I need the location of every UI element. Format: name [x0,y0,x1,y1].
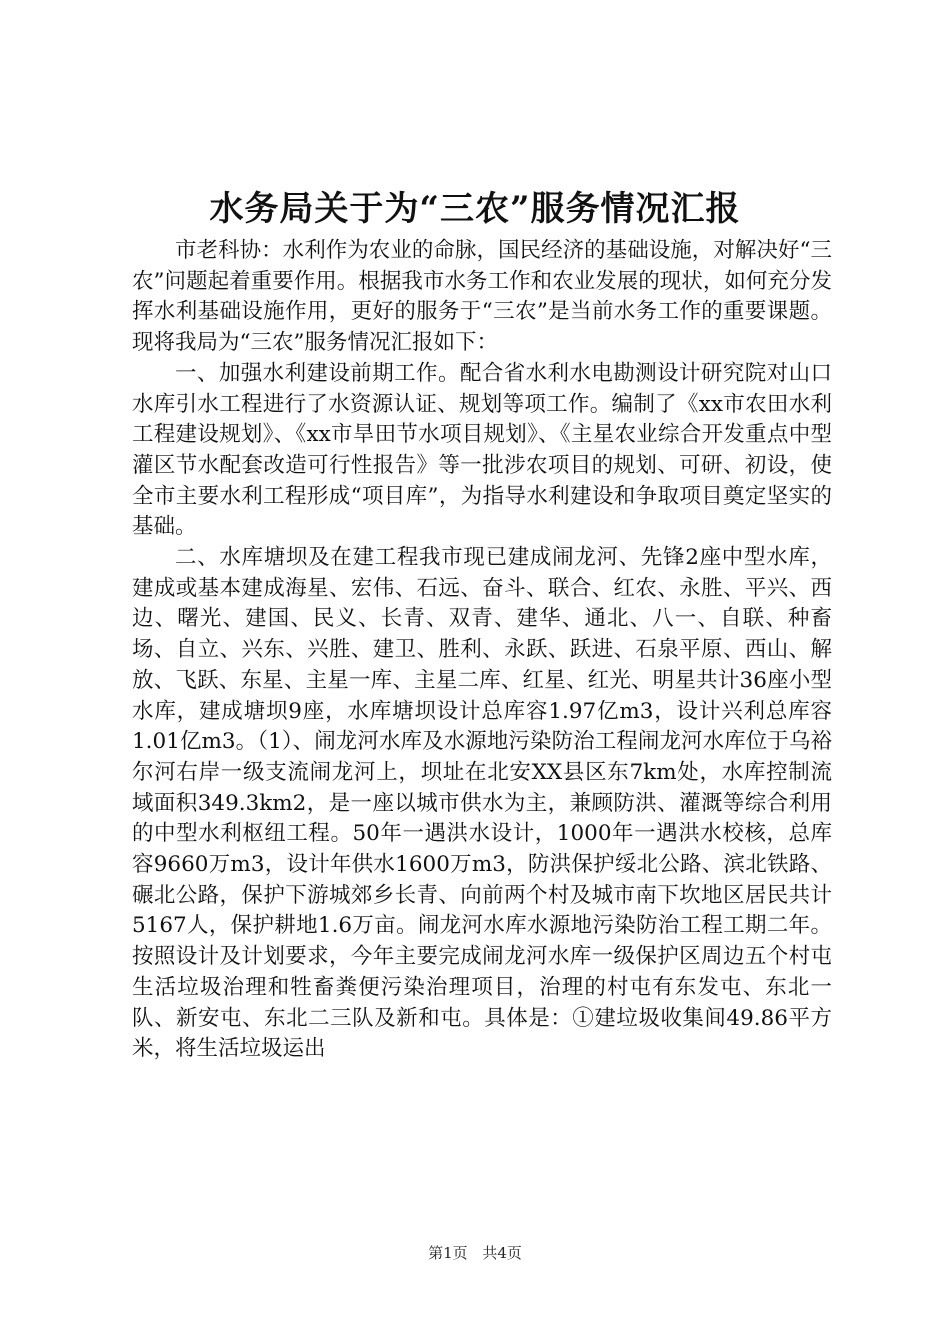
document-body [132,236,832,1065]
page-footer [0,1243,950,1263]
paragraph-section-two: 二、水库塘坝及在建工程我市现已建成闹龙河、先锋2座中型水库，建成或基本建成海星、宏伟、石远、奋斗、联合、红农、永胜、平兴、西边、曙光、建国、民义、长青、双青、建华、通北、八一、自联、种畜场、自立、兴东、兴胜、建卫、胜利、永跃、跃进、石泉平原、西山、解放、飞跃、东星、主星一库、主星二库、红星、红光、明星共计36座小型水库，建成塘坝9座，水库塘坝设计总库容1.97亿m3，设计兴利总库容1.01亿m3。（1）、闹龙河水库及水源地污染防治工程闹龙河水库位于乌裕尔河右岸一级支流闹龙河上，坝址在北安XX县区东7km处，水库控制流域面积349.3km2，是一座以城市供水为主，兼顾防洪、灌溉等综合利用的中型水利枢纽工程。50年一遇洪水设计，1000年一遇洪水校核，总库容9660万m3，设计年供水1600万m3，防洪保护绥北公路、滨北铁路、碾北公路，保护下游城郊乡长青、向前两个村及城市南下坎地区居民共计5167人，保护耕地1.6万亩。闹龙河水库水源地污染防治工程工期二年。按照设计及计划要求，今年主要完成闹龙河水库一级保护区周边五个村屯生活垃圾治理和牲畜粪便污染治理项目，治理的村屯有东发屯、东北一队、新安屯、东北二三队及新和屯。具体是：①建垃圾收集间49.86平方米，将生活垃圾运出 [132,545,832,1062]
paragraph-section-one: 一、加强水利建设前期工作。配合省水利水电勘测设计研究院对山口水库引水工程进行了水资源认证、规划等项工作。编制了《xx市农田水利工程建设规划》、《xx市旱田节水项目规划》、《主星农业综合开发重点中型灌区节水配套改造可行性报告》等一批涉农项目的规划、可研、初设，使全市主要水利工程形成“项目库”，为指导水利建设和争取项目奠定坚实的基础。 [132,360,832,540]
page-total: 共4页 [482,1244,522,1262]
paragraph-intro: 市老科协：水利作为农业的命脉，国民经济的基础设施，对解决好“三农”问题起着重要作用。根据我市水务工作和农业发展的现状，如何充分发挥水利基础设施作用，更好的服务于“三农”是当前水务工作的重要课题。现将我局为“三农”服务情况汇报如下： [132,238,832,356]
document-title: 水务局关于为“三农”服务情况汇报 [209,189,741,229]
page-number: 第1页 [428,1244,468,1262]
